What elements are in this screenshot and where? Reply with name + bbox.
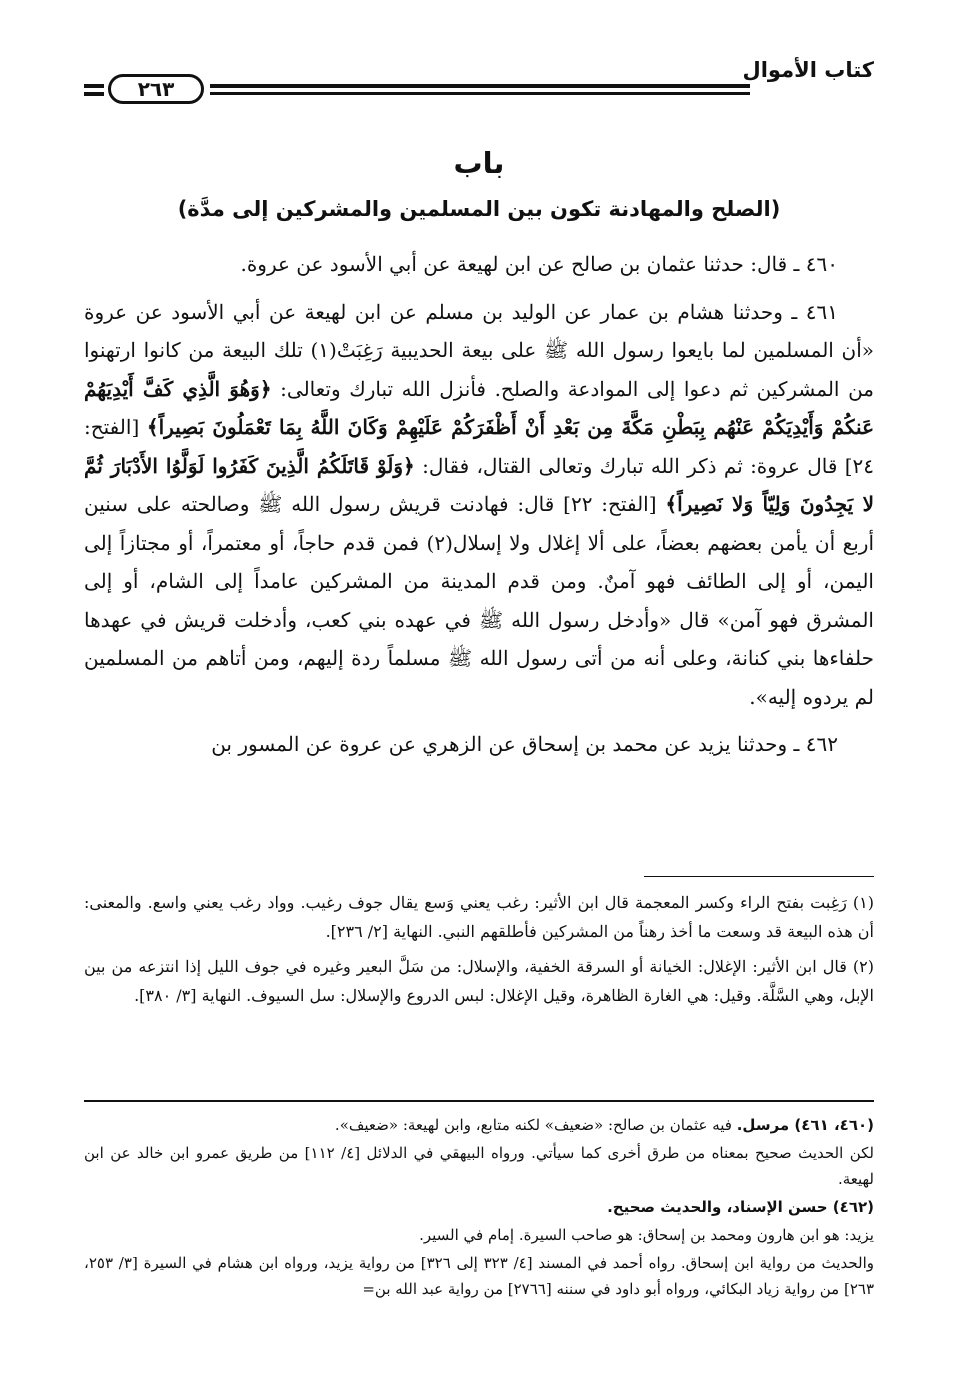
- takhrij-text: فيه عثمان بن صالح: «ضعيف» لكنه متابع، وابن لهيعة: «ضعيف».: [334, 1116, 732, 1134]
- footnote-separator: [644, 876, 874, 877]
- hadith-460: ٤٦٠ ـ قال: حدثنا عثمان بن صالح عن ابن لهيعة عن أبي الأسود عن عروة.: [240, 252, 838, 276]
- running-title: كتاب الأموال: [742, 58, 874, 82]
- grading-label: (٤٦٠، ٤٦١) مرسل.: [736, 1116, 874, 1134]
- quran-verse: ﴿وَلَوْ قَاتَلَكُمُ الَّذِينَ كَفَرُوا لَوَلَّوُا الأَدْبَارَ ثُمَّ لا يَجِدُونَ وَلِيّاً وَلا نَصِيراً﴾: [84, 453, 875, 516]
- takhrij-text: يزيد: هو ابن هارون ومحمد بن إسحاق: هو صاحب السيرة. إمام في السير.: [419, 1226, 874, 1244]
- hadith-461-text: قال: فهادنت قريش رسول الله ﷺ وصالحته على سنين أربع أن يأمن بعضهم بعضاً، على ألا إغلال ولا إسلال(٢) فمن قدم حاجاً، أو معتمراً، أو مجتازاً إلى اليمن، أو إلى الطائف فهو آمنٌ. ومن قدم المدينة من المشركين عامداً إلى الشام، أو إلى المشرق فهو آمن» قال «وأدخل رسول الله ﷺ في عهده بني كعب، وأدخلت قريش في عهدها حلفاءها بني كنانة، وعلى أنه من أتى رسول الله ﷺ مسلماً ردة إليهم، ومن أتاهم من المسلمين لم يردوه إليه».: [84, 492, 875, 709]
- hadith-461-text: ٤٦١ ـ وحدثنا هشام بن عمار عن الوليد بن مسلم عن ابن لهيعة عن أبي الأسود عن عروة «أن المسلمين لما بايعوا رسول الله ﷺ على بيعة الحديبية رَغِبَتْ(١) تلك البيعة من كانوا ارتهنوا من المشركين ثم دعوا إلى الموادعة والصلح. فأنزل الله تبارك وتعالى:: [84, 299, 875, 401]
- quran-reference: [الفتح: ٢٢]: [563, 492, 657, 516]
- footnotes: [84, 888, 874, 1016]
- header-rule: [84, 92, 104, 96]
- page-number: ٢٦٣: [108, 74, 204, 104]
- takhrij-separator: [84, 1100, 874, 1102]
- main-text: [84, 245, 874, 773]
- quran-verse: ﴿وَهُوَ الَّذِي كَفَّ أَيْدِيَهُمْ عَنكُمْ وَأَيْدِيَكُمْ عَنْهُم بِبَطْنِ مَكَّةَ مِن بَعْدِ أَنْ أَظْفَرَكُمْ عَلَيْهِمْ وَكَانَ اللَّهُ بِمَا تَعْمَلُونَ بَصِيراً﴾: [84, 376, 875, 439]
- takhrij-text: والحديث من رواية ابن إسحاق. رواه أحمد في المسند [٤/ ٣٢٣ إلى ٣٢٦] من رواية يزيد، ورواه ابن هشام في السيرة [٣/ ٢٥٣، ٢٦٣] من رواية زياد البكائي، ورواه أبو داود في سننه [٢٧٦٦] من رواية عبد الله بن=: [84, 1254, 875, 1298]
- hadith-461-text: قال عروة: ثم ذكر الله تبارك وتعالى القتال، فقال:: [422, 453, 838, 478]
- takhrij-notes: [84, 1112, 874, 1304]
- hadith-461: [84, 293, 874, 717]
- chapter-title: باب: [453, 146, 505, 180]
- header-rule: [210, 92, 750, 95]
- footnote-1: (١) رَغِبت بفتح الراء وكسر المعجمة قال ابن الأثير: رغب يعني وَسع يقال جوف رغيب. وواد رغب يعني واسع. والمعنى: أن هذه البيعة قد وسعت ما أخذ رهناً من المشركين فأطلقهم النبي. النهاية [٢/ ٢٣٦].: [84, 893, 874, 941]
- header-rule: [210, 84, 750, 88]
- header-rule: [84, 84, 104, 88]
- takhrij-462: [84, 1194, 874, 1220]
- chapter-subtitle: (الصلح والمهادنة تكون بين المسلمين والمشركين إلى مدَّة): [177, 197, 781, 221]
- footnote-2: (٢) قال ابن الأثير: الإغلال: الخيانة أو السرقة الخفية، والإسلال: من سَلَّ البعير وغيره في جوف الليل إذا انتزعه من بين الإبل، وهي السَّلَّة. وقيل: هي الغارة الظاهرة، وقيل الإغلال: لبس الدروع والإسلال: سل السيوف. النهاية [٣/ ٣٨٠].: [84, 957, 874, 1005]
- quran-reference: [الفتح: ٢٤]: [84, 415, 875, 478]
- grading-label: (٤٦٢) حسن الإسناد، والحديث صحيح.: [607, 1198, 874, 1216]
- hadith-462: ٤٦٢ ـ وحدثنا يزيد عن محمد بن إسحاق عن الزهري عن عروة عن المسور بن: [211, 732, 838, 756]
- takhrij-460-461: [84, 1112, 874, 1138]
- takhrij-text: لكن الحديث صحيح بمعناه من طرق أخرى كما سيأتي. ورواه البيهقي في الدلائل [٤/ ١١٢] من طريق عمرو ابن خالد عن ابن لهيعة.: [84, 1144, 874, 1188]
